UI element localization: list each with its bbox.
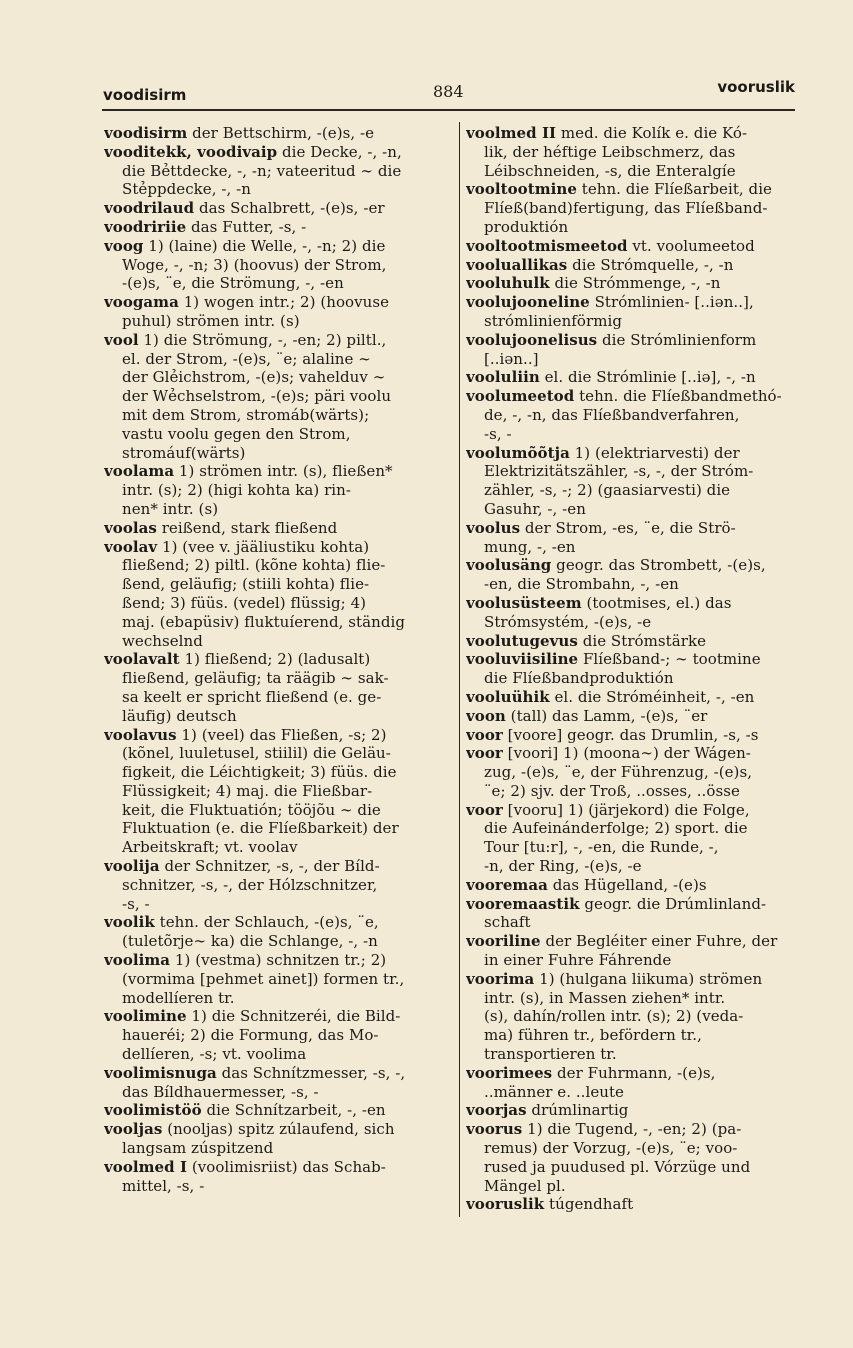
definition-text: ßend; 3) füüs. (vedel) flüssig; 4) bbox=[122, 593, 367, 612]
definition-text: die Strómstärke bbox=[577, 631, 707, 650]
dictionary-entry bbox=[466, 1120, 798, 1139]
definition-text: das Bíldhauermesser, -s, - bbox=[122, 1082, 319, 1101]
definition-text: die Strómquelle, -, -n bbox=[567, 255, 734, 274]
headword: voolimine bbox=[104, 1007, 187, 1026]
entry-continuation bbox=[104, 1026, 452, 1045]
page-number: 884 bbox=[433, 82, 464, 101]
definition-text: wechselnd bbox=[122, 631, 203, 650]
entry-continuation bbox=[104, 162, 452, 181]
dictionary-entry bbox=[104, 237, 452, 256]
definition-text: el. die Stróméinheit, -, -en bbox=[549, 687, 755, 706]
definition-text: schnitzer, -s, -, der Hólzschnitzer, bbox=[122, 875, 378, 894]
headword: voolav bbox=[104, 537, 158, 556]
entry-continuation bbox=[104, 256, 452, 275]
definition-text: nen* intr. (s) bbox=[122, 499, 219, 518]
headword: vooluhulk bbox=[466, 274, 550, 293]
definition-text: ¨e; 2) sjv. der Troß, ..osses, ..össe bbox=[484, 781, 740, 800]
definition-text: die Decke, -, -n, bbox=[277, 142, 402, 161]
entry-continuation bbox=[104, 406, 452, 425]
dictionary-entry bbox=[466, 594, 798, 613]
definition-text: der Schnitzer, -s, -, der Bíld- bbox=[159, 857, 380, 876]
definition-text: (tootmises, el.) das bbox=[581, 593, 732, 612]
definition-text: das Hügelland, -(e)s bbox=[547, 875, 707, 894]
definition-text: 1) (veel) das Fließen, -s; 2) bbox=[176, 725, 387, 744]
headword: voodririie bbox=[104, 217, 187, 236]
definition-text: produktión bbox=[484, 217, 569, 236]
entry-continuation bbox=[104, 932, 452, 951]
headword: voor bbox=[466, 725, 503, 744]
entry-continuation bbox=[104, 876, 452, 895]
definition-text: zug, -(e)s, ¨e, der Führenzug, -(e)s, bbox=[484, 763, 753, 782]
headword: vooriline bbox=[466, 932, 541, 951]
header-rule bbox=[102, 109, 795, 111]
dictionary-entry bbox=[466, 256, 798, 275]
dictionary-entry bbox=[466, 932, 798, 951]
definition-text: schaft bbox=[484, 913, 531, 932]
dictionary-entry bbox=[104, 1158, 452, 1177]
headword: voolutugevus bbox=[466, 631, 578, 650]
definition-text: läufig) deutsch bbox=[122, 706, 237, 725]
entry-continuation bbox=[104, 782, 452, 801]
entry-continuation bbox=[104, 575, 452, 594]
definition-text: Woge, -, -n; 3) (hoovus) der Strom, bbox=[122, 255, 387, 274]
definition-text: die Bẻttdecke, -, -n; vateeritud ∼ die bbox=[122, 161, 402, 180]
entry-continuation bbox=[466, 613, 798, 632]
entry-continuation bbox=[466, 763, 798, 782]
definition-text: stromáuf(wärts) bbox=[122, 443, 246, 462]
definition-text: intr. (s); 2) (higi kohta ka) rin- bbox=[122, 481, 351, 500]
headword: voolumeetod bbox=[466, 387, 575, 406]
entry-continuation bbox=[104, 556, 452, 575]
definition-text: el. die Strómlinie [..iə], -, -n bbox=[539, 368, 756, 387]
entry-continuation bbox=[466, 500, 798, 519]
headword: voorima bbox=[466, 969, 535, 988]
headword: voorimees bbox=[466, 1063, 553, 1082]
dictionary-entry bbox=[104, 143, 452, 162]
headword: voolavus bbox=[104, 725, 177, 744]
dictionary-entry bbox=[104, 1120, 452, 1139]
definition-text: (tall) das Lamm, -(e)s, ¨er bbox=[505, 706, 708, 725]
definition-text: keit, die Fluktuatión; tööjõu ∼ die bbox=[122, 800, 381, 819]
entry-continuation bbox=[104, 1139, 452, 1158]
dictionary-entry bbox=[104, 1101, 452, 1120]
headword: vooluallikas bbox=[466, 255, 568, 274]
headword: voolus bbox=[466, 518, 521, 537]
entry-continuation bbox=[466, 1026, 798, 1045]
entry-continuation bbox=[104, 744, 452, 763]
dictionary-entry bbox=[466, 1195, 798, 1214]
definition-text: modellíeren tr. bbox=[122, 988, 235, 1007]
dictionary-entry bbox=[466, 519, 798, 538]
dictionary-entry bbox=[466, 707, 798, 726]
headword: vooluühik bbox=[466, 687, 550, 706]
definition-text: geogr. die Drúmlinland- bbox=[579, 894, 767, 913]
headword: voolimistöö bbox=[104, 1101, 202, 1120]
dictionary-entry bbox=[104, 1007, 452, 1026]
left-column bbox=[104, 124, 452, 1195]
entry-continuation bbox=[466, 462, 798, 481]
entry-continuation bbox=[466, 1083, 798, 1102]
headword: vooremaastik bbox=[466, 894, 580, 913]
entry-continuation bbox=[104, 613, 452, 632]
entry-continuation bbox=[104, 500, 452, 519]
definition-text: [vooru] 1) (järjekord) die Folge, bbox=[502, 800, 750, 819]
definition-text: Stẻppdecke, -, -n bbox=[122, 180, 251, 199]
dictionary-entry bbox=[466, 124, 798, 143]
entry-continuation bbox=[104, 444, 452, 463]
entry-continuation bbox=[104, 707, 452, 726]
entry-continuation bbox=[466, 199, 798, 218]
entry-continuation bbox=[466, 951, 798, 970]
definition-text: Elektrizitätszähler, -s, -, der Stróm- bbox=[484, 462, 754, 481]
headword: voolija bbox=[104, 857, 160, 876]
definition-text: (s), dahín/rollen intr. (s); 2) (veda- bbox=[484, 1007, 744, 1026]
entry-continuation bbox=[466, 218, 798, 237]
definition-text: -n, der Ring, -(e)s, -e bbox=[484, 857, 642, 876]
definition-text: fließend; 2) piltl. (kõne kohta) flie- bbox=[122, 556, 386, 575]
entry-continuation bbox=[104, 895, 452, 914]
definition-text: Arbeitskraft; vt. voolav bbox=[122, 838, 298, 857]
definition-text: in einer Fuhre Fáhrende bbox=[484, 951, 672, 970]
definition-text: haueréi; 2) die Formung, das Mo- bbox=[122, 1026, 379, 1045]
entry-continuation bbox=[466, 406, 798, 425]
definition-text: die Aufeinánderfolge; 2) sport. die bbox=[484, 819, 748, 838]
definition-text: mittel, -s, - bbox=[122, 1176, 205, 1195]
page-header bbox=[103, 78, 795, 108]
definition-text: die Strómlinienform bbox=[597, 330, 757, 349]
headword: voodisirm bbox=[104, 124, 188, 142]
dictionary-entry bbox=[466, 970, 798, 989]
definition-text: der Bettschirm, -(e)s, -e bbox=[187, 124, 375, 142]
dictionary-entry bbox=[466, 1101, 798, 1120]
definition-text: figkeit, die Léichtigkeit; 3) füüs. die bbox=[122, 763, 397, 782]
entry-continuation bbox=[104, 594, 452, 613]
dictionary-entry bbox=[466, 237, 798, 256]
definition-text: 1) (laine) die Welle, -, -n; 2) die bbox=[143, 236, 386, 255]
definition-text: (kõnel, luuletusel, stiilil) die Geläu- bbox=[122, 744, 391, 763]
definition-text: das Schalbrett, -(e)s, -er bbox=[194, 199, 385, 218]
headword: voolavalt bbox=[104, 650, 180, 669]
entry-continuation bbox=[104, 688, 452, 707]
entry-continuation bbox=[466, 312, 798, 331]
definition-text: Tour [tu:r], -, -en, die Runde, -, bbox=[484, 838, 719, 857]
dictionary-entry bbox=[466, 726, 798, 745]
headword: voolik bbox=[104, 913, 155, 932]
definition-text: tehn. die Flíeßbandmethó- bbox=[574, 387, 782, 406]
entry-continuation bbox=[466, 819, 798, 838]
definition-text: Strómsystém, -(e)s, -e bbox=[484, 612, 652, 631]
dictionary-entry bbox=[104, 726, 452, 745]
entry-continuation bbox=[104, 763, 452, 782]
definition-text: Flüssigkeit; 4) maj. die Fließbar- bbox=[122, 781, 373, 800]
definition-text: sa keelt er spricht fließend (e. ge- bbox=[122, 687, 382, 706]
headword: voon bbox=[466, 706, 506, 725]
dictionary-entry bbox=[104, 218, 452, 237]
dictionary-entry bbox=[466, 688, 798, 707]
entry-continuation bbox=[466, 162, 798, 181]
entry-continuation bbox=[104, 1177, 452, 1196]
dictionary-entry bbox=[466, 180, 798, 199]
definition-text: [voore] geogr. das Drumlin, -s, -s bbox=[502, 725, 759, 744]
entry-continuation bbox=[466, 782, 798, 801]
definition-text: Léibschneiden, -s, die Enteralgíe bbox=[484, 161, 736, 180]
definition-text: (vormima [pehmet ainet]) formen tr., bbox=[122, 969, 405, 988]
dictionary-entry bbox=[466, 1064, 798, 1083]
definition-text: 1) (vee v. jääliustiku kohta) bbox=[157, 537, 370, 556]
definition-text: ma) führen tr., befördern tr., bbox=[484, 1026, 702, 1045]
dictionary-entry bbox=[104, 1064, 452, 1083]
headword: voolusüsteem bbox=[466, 593, 582, 612]
entry-continuation bbox=[466, 1158, 798, 1177]
dictionary-entry bbox=[104, 462, 452, 481]
entry-continuation bbox=[466, 1177, 798, 1196]
definition-text: -(e)s, ¨e, die Strömung, -, -en bbox=[122, 274, 344, 293]
definition-text: zähler, -s, -; 2) (gaasiarvesti) die bbox=[484, 481, 731, 500]
definition-text: transportieren tr. bbox=[484, 1045, 617, 1064]
dictionary-entry bbox=[104, 857, 452, 876]
headword: vooluliin bbox=[466, 368, 540, 387]
definition-text: 1) fließend; 2) (ladusalt) bbox=[179, 650, 371, 669]
dictionary-entry bbox=[104, 519, 452, 538]
dictionary-entry bbox=[104, 650, 452, 669]
definition-text: reißend, stark fließend bbox=[156, 518, 338, 537]
dictionary-entry bbox=[466, 744, 798, 763]
entry-continuation bbox=[104, 1083, 452, 1102]
definition-text: Gasuhr, -, -en bbox=[484, 499, 586, 518]
definition-text: Strómlinien- [..iən..], bbox=[589, 293, 754, 312]
definition-text: -s, - bbox=[122, 894, 150, 913]
definition-text: med. die Kolík e. die Kó- bbox=[556, 124, 748, 142]
definition-text: vt. voolumeetod bbox=[627, 236, 755, 255]
definition-text: das Futter, -s, - bbox=[186, 217, 307, 236]
definition-text: geogr. das Strombett, -(e)s, bbox=[551, 556, 766, 575]
entry-continuation bbox=[104, 970, 452, 989]
entry-continuation bbox=[466, 481, 798, 500]
headword: vooltootmine bbox=[466, 180, 577, 199]
definition-text: tehn. der Schlauch, -(e)s, ¨e, bbox=[154, 913, 379, 932]
definition-text: der Begléiter einer Fuhre, der bbox=[540, 932, 778, 951]
headword: voolujooneline bbox=[466, 293, 590, 312]
entry-continuation bbox=[466, 538, 798, 557]
headword: voodrilaud bbox=[104, 199, 195, 218]
definition-text: dellíeren, -s; vt. voolima bbox=[122, 1045, 307, 1064]
entry-continuation bbox=[466, 838, 798, 857]
dictionary-entry bbox=[104, 951, 452, 970]
definition-text: el. der Strom, -(e)s, ¨e; alaline ∼ bbox=[122, 349, 371, 368]
definition-text: mung, -, -en bbox=[484, 537, 576, 556]
headword: voor bbox=[466, 744, 503, 763]
definition-text: túgendhaft bbox=[544, 1195, 634, 1214]
definition-text: -s, - bbox=[484, 424, 512, 443]
dictionary-entry bbox=[466, 293, 798, 312]
entry-continuation bbox=[466, 857, 798, 876]
definition-text: 1) (elektriarvesti) der bbox=[569, 443, 740, 462]
definition-text: lik, der héftige Leibschmerz, das bbox=[484, 142, 736, 161]
entry-continuation bbox=[466, 1045, 798, 1064]
definition-text: 1) (vestma) schnitzen tr.; 2) bbox=[170, 951, 387, 970]
headword: vooremaa bbox=[466, 875, 548, 894]
dictionary-entry bbox=[466, 274, 798, 293]
column-divider bbox=[459, 122, 460, 1217]
definition-text: die Schnítzarbeit, -, -en bbox=[201, 1101, 386, 1120]
definition-text: Flíeßband-; ∼ tootmine bbox=[578, 650, 761, 669]
dictionary-entry bbox=[466, 801, 798, 820]
definition-text: der Strom, -es, ¨e, die Strö- bbox=[520, 518, 736, 537]
entry-continuation bbox=[104, 350, 452, 369]
definition-text: puhul) strömen intr. (s) bbox=[122, 311, 300, 330]
definition-text: strómlinienförmig bbox=[484, 311, 622, 330]
definition-text: langsam zúspitzend bbox=[122, 1139, 274, 1158]
headword: voogama bbox=[104, 293, 179, 312]
definition-text: remus) der Vorzug, -(e)s, ¨e; voo- bbox=[484, 1139, 738, 1158]
definition-text: (nooljas) spitz zúlaufend, sich bbox=[162, 1120, 395, 1139]
definition-text: der Fuhrmann, -(e)s, bbox=[552, 1063, 716, 1082]
headword: voolas bbox=[104, 518, 157, 537]
dictionary-entry bbox=[466, 876, 798, 895]
entry-continuation bbox=[104, 425, 452, 444]
entry-continuation bbox=[104, 481, 452, 500]
headword: voolimisnuga bbox=[104, 1063, 217, 1082]
entry-continuation bbox=[466, 575, 798, 594]
headword: voolujoonelisus bbox=[466, 330, 598, 349]
definition-text: die Flíeßbandproduktión bbox=[484, 669, 674, 688]
entry-continuation bbox=[104, 387, 452, 406]
headword: voog bbox=[104, 236, 144, 255]
entry-continuation bbox=[104, 801, 452, 820]
definition-text: der Glẻichstrom, -(e)s; vahelduv ∼ bbox=[122, 368, 386, 387]
headword: vooditekk, voodivaip bbox=[104, 142, 278, 161]
entry-continuation bbox=[104, 632, 452, 651]
dictionary-entry bbox=[466, 556, 798, 575]
headword: voolama bbox=[104, 462, 175, 481]
definition-text: Fluktuation (e. die Flíeßbarkeit) der bbox=[122, 819, 399, 838]
definition-text: 1) die Strömung, -, -en; 2) piltl., bbox=[138, 330, 387, 349]
definition-text: maj. (ebapüsiv) fluktuíerend, ständig bbox=[122, 612, 405, 631]
definition-text: mit dem Strom, stromáb(wärts); bbox=[122, 405, 370, 424]
headword: voolima bbox=[104, 951, 171, 970]
dictionary-entry bbox=[104, 199, 452, 218]
definition-text: [voori] 1) (moona∼) der Wágen- bbox=[502, 744, 751, 763]
headword: vooltootmismeetod bbox=[466, 236, 628, 255]
dictionary-entry bbox=[104, 913, 452, 932]
entry-continuation bbox=[466, 425, 798, 444]
entry-continuation bbox=[466, 350, 798, 369]
definition-text: fließend, geläufig; ta räägib ∼ sak- bbox=[122, 669, 389, 688]
dictionary-entry bbox=[104, 538, 452, 557]
definition-text: -en, die Strombahn, -, -en bbox=[484, 575, 679, 594]
definition-text: 1) die Tugend, -, -en; 2) (pa- bbox=[522, 1120, 742, 1139]
entry-continuation bbox=[466, 1007, 798, 1026]
definition-text: 1) wogen intr.; 2) (hoovuse bbox=[178, 293, 390, 312]
entry-continuation bbox=[466, 989, 798, 1008]
definition-text: 1) (hulgana liikuma) strömen bbox=[534, 969, 763, 988]
definition-text: 1) strömen intr. (s), fließen* bbox=[174, 462, 393, 481]
headword: vooluviisiline bbox=[466, 650, 579, 669]
entry-continuation bbox=[104, 368, 452, 387]
definition-text: (tuletõrje∼ ka) die Schlange, -, -n bbox=[122, 932, 378, 951]
entry-continuation bbox=[104, 838, 452, 857]
definition-text: intr. (s), in Massen ziehen* intr. bbox=[484, 988, 726, 1007]
headword: voolmed I bbox=[104, 1157, 188, 1176]
definition-text: tehn. die Flíeßarbeit, die bbox=[576, 180, 772, 199]
entry-continuation bbox=[466, 143, 798, 162]
dictionary-entry bbox=[104, 124, 452, 143]
entry-continuation bbox=[104, 819, 452, 838]
right-guide-word: vooruslik bbox=[717, 78, 795, 96]
dictionary-entry bbox=[104, 331, 452, 350]
definition-text: Flíeß(band)fertigung, das Flíeßband- bbox=[484, 199, 768, 218]
entry-continuation bbox=[104, 312, 452, 331]
headword: voorjas bbox=[466, 1101, 527, 1120]
dictionary-entry bbox=[466, 368, 798, 387]
dictionary-entry bbox=[466, 632, 798, 651]
definition-text: der Wẻchselstrom, -(e)s; päri voolu bbox=[122, 387, 392, 406]
entry-continuation bbox=[466, 913, 798, 932]
headword: voolusäng bbox=[466, 556, 552, 575]
dictionary-entry bbox=[466, 444, 798, 463]
definition-text: vastu voolu gegen den Strom, bbox=[122, 424, 351, 443]
definition-text: 1) die Schnitzeréi, die Bild- bbox=[186, 1007, 401, 1026]
definition-text: das Schnítzmesser, -s, -, bbox=[216, 1063, 406, 1082]
entry-continuation bbox=[104, 669, 452, 688]
definition-text: die Strómmenge, -, -n bbox=[549, 274, 721, 293]
definition-text: rused ja puudused pl. Vórzüge und bbox=[484, 1157, 751, 1176]
headword: voorus bbox=[466, 1120, 523, 1139]
headword: voor bbox=[466, 800, 503, 819]
definition-text: drúmlinartig bbox=[526, 1101, 629, 1120]
headword: voolmed II bbox=[466, 124, 557, 142]
headword: vooljas bbox=[104, 1120, 163, 1139]
headword: voolumõõtja bbox=[466, 443, 570, 462]
definition-text: Mängel pl. bbox=[484, 1176, 566, 1195]
entry-continuation bbox=[104, 1045, 452, 1064]
headword: vooruslik bbox=[466, 1195, 545, 1214]
dictionary-entry bbox=[104, 293, 452, 312]
right-column bbox=[466, 124, 798, 1214]
entry-continuation bbox=[104, 989, 452, 1008]
entry-continuation bbox=[104, 274, 452, 293]
dictionary-entry bbox=[466, 650, 798, 669]
definition-text: [..iən..] bbox=[484, 349, 539, 368]
dictionary-entry bbox=[466, 895, 798, 914]
definition-text: ßend, geläufig; (stiili kohta) flie- bbox=[122, 575, 370, 594]
entry-continuation bbox=[466, 669, 798, 688]
dictionary-entry bbox=[466, 387, 798, 406]
definition-text: (voolimisriist) das Schab- bbox=[187, 1157, 386, 1176]
headword: vool bbox=[104, 330, 139, 349]
left-guide-word: voodisirm bbox=[103, 86, 187, 104]
definition-text: de, -, -n, das Flíeßbandverfahren, bbox=[484, 405, 740, 424]
dictionary-entry bbox=[466, 331, 798, 350]
entry-continuation bbox=[104, 180, 452, 199]
definition-text: ..männer e. ..leute bbox=[484, 1082, 624, 1101]
entry-continuation bbox=[466, 1139, 798, 1158]
